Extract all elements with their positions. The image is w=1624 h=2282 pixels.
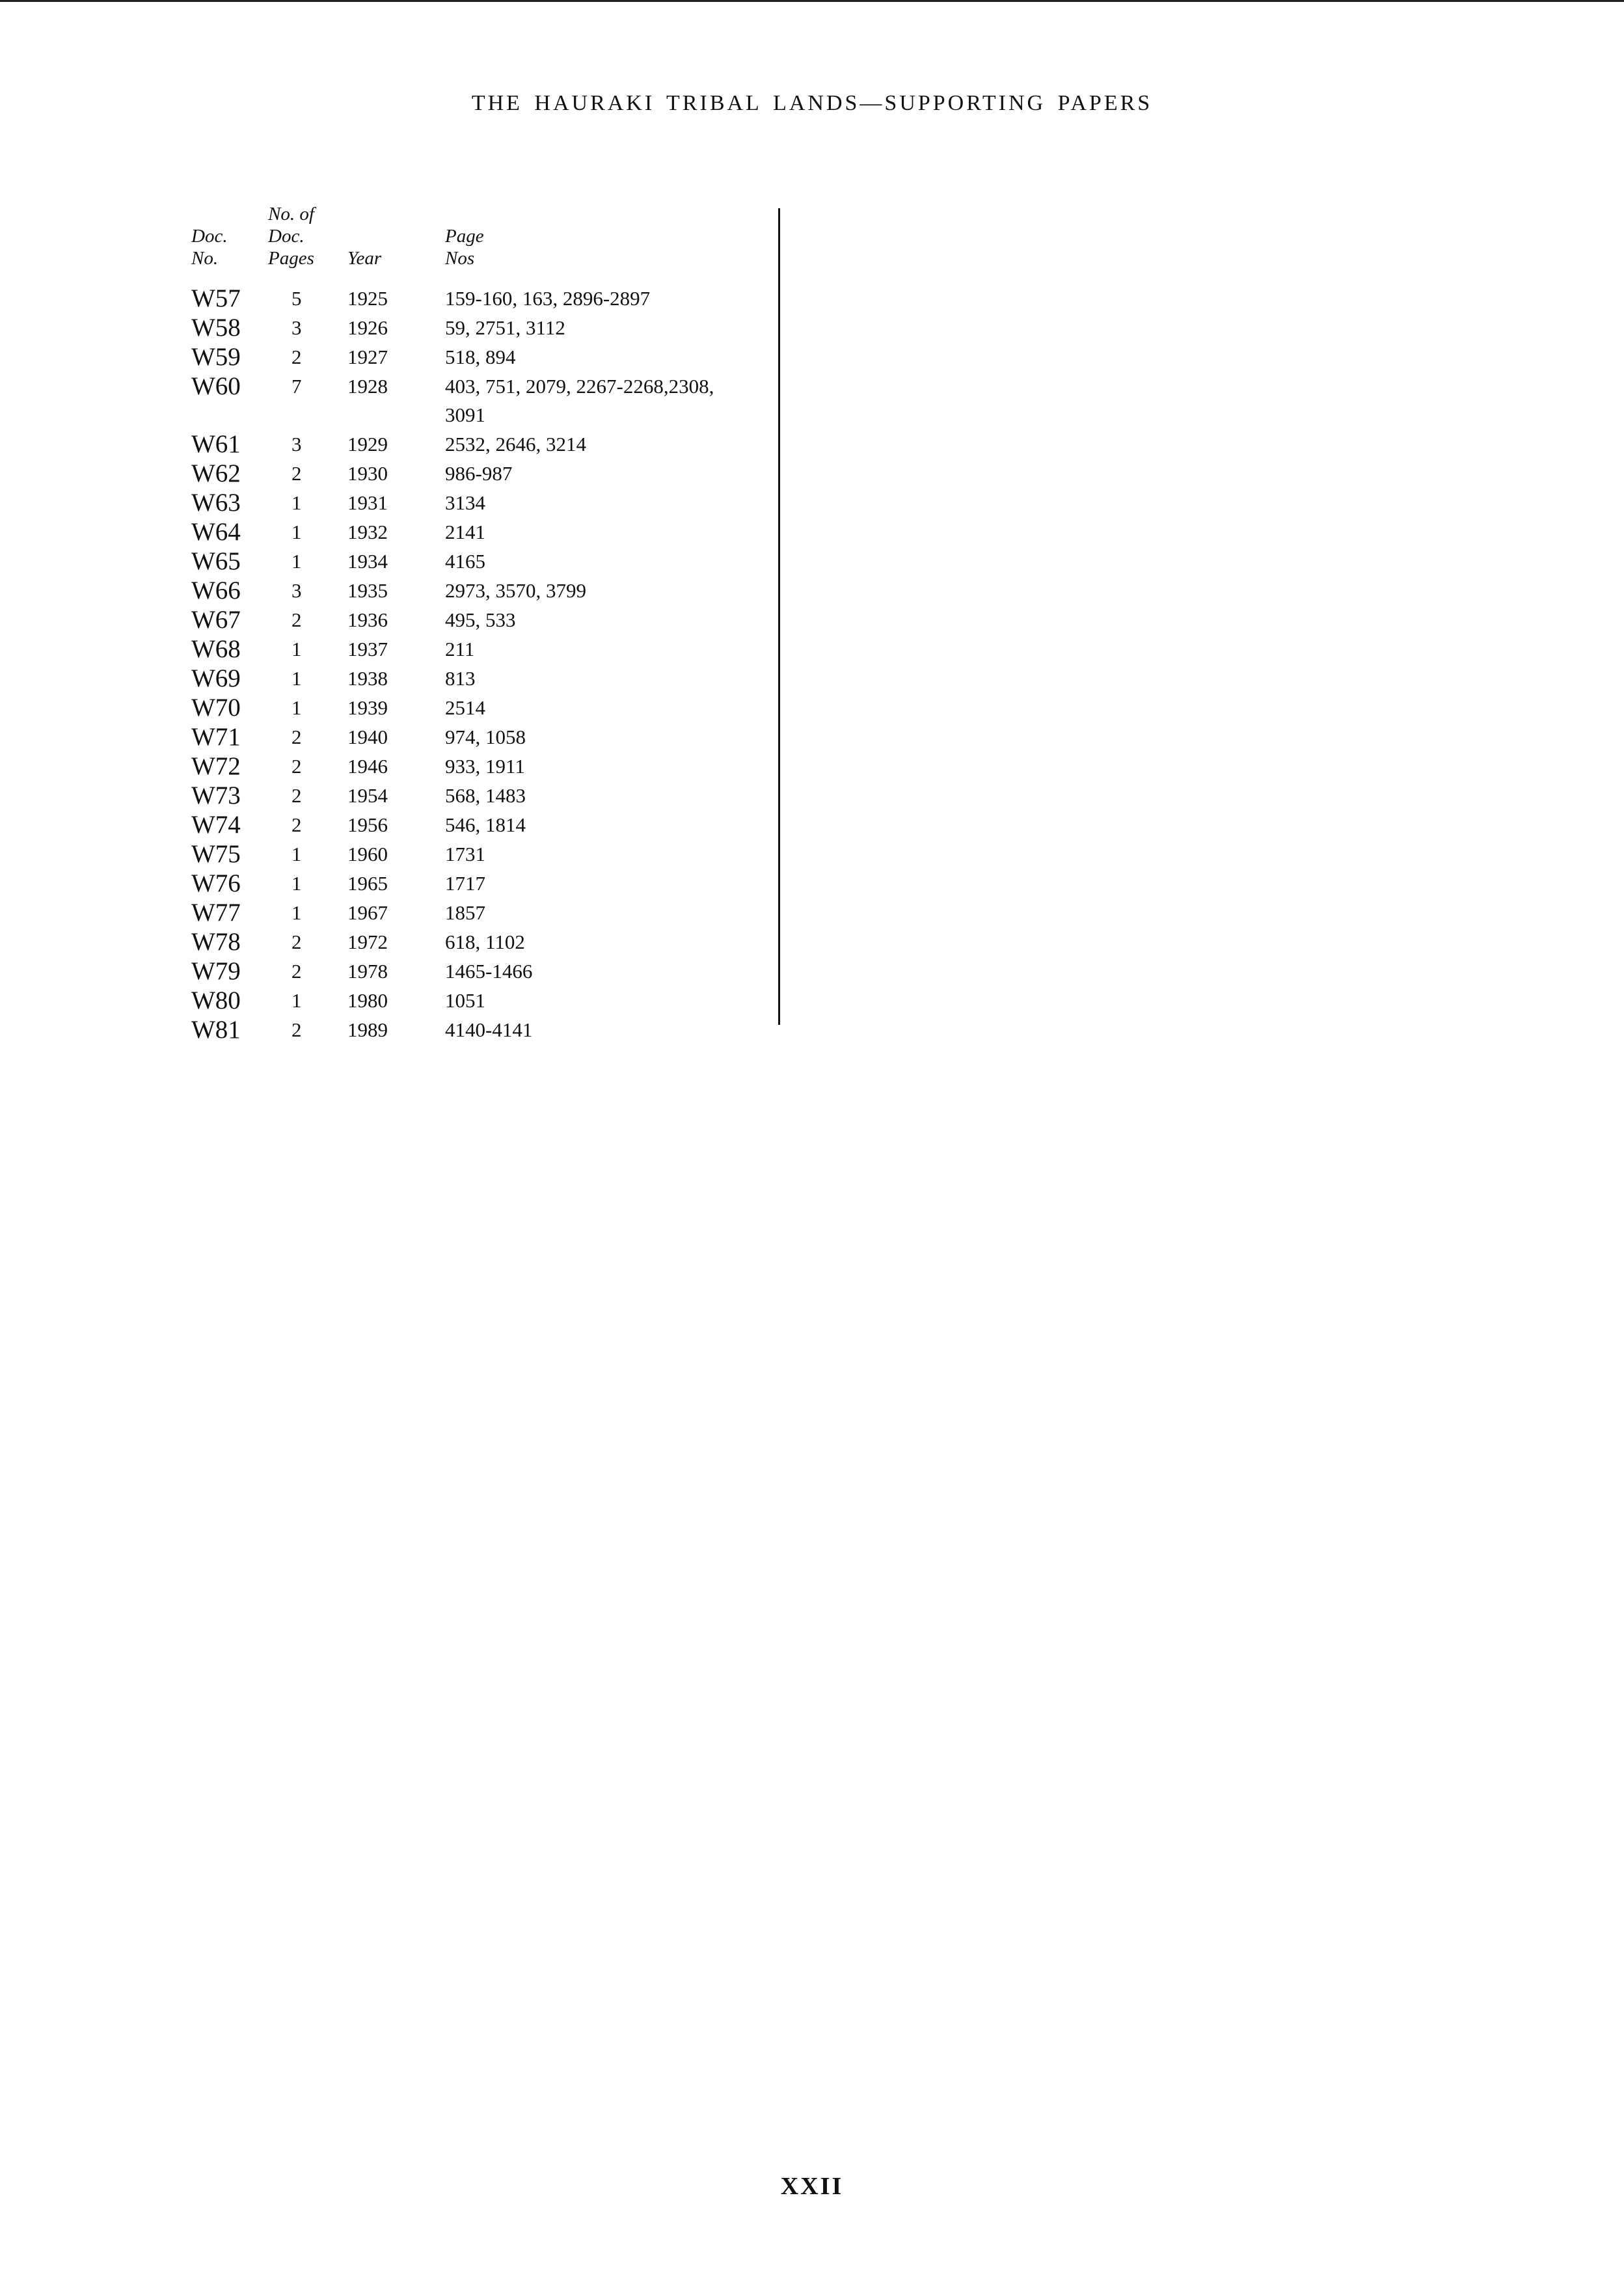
table-row: [191, 810, 741, 839]
doc-number: W72: [191, 752, 241, 781]
doc-number: W75: [191, 840, 241, 869]
empty-cell: [347, 401, 445, 429]
doc-number: W79: [191, 957, 241, 986]
doc-year: 1989: [347, 1018, 388, 1041]
table-row: [191, 957, 741, 986]
table-row: [191, 284, 741, 313]
header-doc-pages-line: Doc.: [268, 226, 304, 247]
doc-year: 1931: [347, 491, 388, 514]
header-page-nos-line: Page: [445, 226, 484, 247]
page-numbers: 2532, 2646, 3214: [445, 432, 586, 455]
running-head: THE HAURAKI TRIBAL LANDS—SUPPORTING PAPERS: [471, 91, 1153, 115]
doc-year: 1940: [347, 725, 388, 748]
doc-number: W69: [191, 664, 241, 693]
doc-number: W73: [191, 781, 241, 810]
header-doc-pages-line: Pages: [268, 248, 314, 269]
page-numbers-continued: 3091: [445, 403, 485, 427]
page-numbers: 1717: [445, 871, 485, 895]
table-row-continuation: [191, 401, 741, 429]
doc-year: 1954: [347, 783, 388, 807]
doc-year: 1928: [347, 374, 388, 398]
doc-page-count: 1: [291, 842, 302, 865]
page-folio: XXII: [780, 2173, 844, 2200]
doc-year: 1937: [347, 637, 388, 660]
doc-page-count: 2: [291, 930, 302, 953]
doc-number: W64: [191, 518, 241, 547]
doc-number: W59: [191, 343, 241, 371]
table-row: [191, 752, 741, 781]
doc-year: 1932: [347, 520, 388, 543]
page-numbers: 2514: [445, 696, 485, 719]
doc-page-count: 7: [291, 374, 302, 398]
doc-year: 1980: [347, 988, 388, 1012]
page-numbers: 546, 1814: [445, 813, 526, 836]
doc-page-count: 3: [291, 578, 302, 602]
doc-number: W62: [191, 459, 241, 488]
table-row: [191, 722, 741, 752]
doc-page-count: 5: [291, 286, 302, 310]
header-year: [347, 203, 445, 284]
table-row: [191, 488, 741, 517]
page-numbers: 518, 894: [445, 345, 516, 368]
doc-number: W63: [191, 489, 241, 517]
doc-page-count: 2: [291, 345, 302, 368]
header-page-nos-line: Nos: [445, 248, 475, 269]
doc-number: W76: [191, 869, 241, 898]
doc-page-count: 1: [291, 871, 302, 895]
doc-page-count: 1: [291, 988, 302, 1012]
page-numbers: 974, 1058: [445, 725, 526, 748]
doc-number: W74: [191, 811, 241, 839]
doc-year: 1935: [347, 578, 388, 602]
table-row: [191, 634, 741, 664]
doc-year: 1927: [347, 345, 388, 368]
page-numbers: 1051: [445, 988, 485, 1012]
doc-page-count: 1: [291, 666, 302, 690]
table-row: [191, 898, 741, 927]
table-body: [191, 284, 741, 1044]
page-numbers: 568, 1483: [445, 783, 526, 807]
table-row: [191, 547, 741, 576]
table-row: [191, 459, 741, 488]
table-row: [191, 313, 741, 342]
header-year-line: Year: [347, 248, 382, 269]
doc-year: 1930: [347, 461, 388, 485]
doc-page-count: 2: [291, 608, 302, 631]
doc-number: W68: [191, 635, 241, 664]
column-divider-rule: [778, 208, 780, 1025]
doc-year: 1965: [347, 871, 388, 895]
doc-number: W70: [191, 694, 241, 722]
header-doc-pages-line: No. of: [268, 204, 314, 224]
page-numbers: 986-987: [445, 461, 513, 485]
doc-page-count: 2: [291, 725, 302, 748]
doc-page-count: 2: [291, 959, 302, 983]
table-row: [191, 576, 741, 605]
table-row: [191, 429, 741, 459]
table-row: [191, 605, 741, 634]
page-numbers: 4165: [445, 549, 485, 573]
page-numbers: 211: [445, 637, 475, 660]
empty-cell: [268, 401, 347, 429]
doc-page-count: 3: [291, 316, 302, 339]
doc-number: W58: [191, 314, 241, 342]
page-numbers: 4140-4141: [445, 1018, 533, 1041]
doc-year: 1960: [347, 842, 388, 865]
doc-page-count: 2: [291, 783, 302, 807]
doc-year: 1946: [347, 754, 388, 778]
table-row: [191, 342, 741, 372]
doc-year: 1926: [347, 316, 388, 339]
doc-page-count: 2: [291, 461, 302, 485]
doc-number: W61: [191, 430, 241, 459]
doc-number: W65: [191, 547, 241, 576]
table-row: [191, 781, 741, 810]
doc-page-count: 2: [291, 813, 302, 836]
table-row: [191, 693, 741, 722]
table-row: [191, 1015, 741, 1044]
top-edge-rule: [0, 0, 1624, 2]
doc-number: W66: [191, 577, 241, 605]
page-numbers: 1465-1466: [445, 959, 533, 983]
doc-number: W60: [191, 372, 241, 400]
doc-year: 1978: [347, 959, 388, 983]
doc-year: 1938: [347, 666, 388, 690]
table-row: [191, 927, 741, 957]
header-doc-no-line: Doc.: [191, 226, 228, 247]
page-numbers: 933, 1911: [445, 754, 525, 778]
header-page-nos: [445, 203, 741, 284]
doc-year: 1972: [347, 930, 388, 953]
doc-year: 1936: [347, 608, 388, 631]
page-numbers: 1731: [445, 842, 485, 865]
doc-page-count: 1: [291, 520, 302, 543]
page-numbers: 2973, 3570, 3799: [445, 578, 586, 602]
doc-page-count: 1: [291, 637, 302, 660]
header-doc-pages: [268, 203, 347, 284]
doc-page-count: 1: [291, 549, 302, 573]
page-numbers: 618, 1102: [445, 930, 525, 953]
table-row: [191, 986, 741, 1015]
doc-number: W77: [191, 899, 241, 927]
doc-number: W80: [191, 986, 241, 1015]
doc-number: W71: [191, 723, 241, 752]
header-doc-no: [191, 203, 268, 284]
doc-number: W57: [191, 284, 241, 312]
doc-number: W78: [191, 928, 241, 957]
doc-page-count: 1: [291, 901, 302, 924]
table-row: [191, 869, 741, 898]
table-header-row: [191, 203, 741, 284]
page-numbers: 59, 2751, 3112: [445, 316, 565, 339]
page-numbers: 3134: [445, 491, 485, 514]
doc-year: 1925: [347, 286, 388, 310]
page-numbers: 2141: [445, 520, 485, 543]
table-row: [191, 372, 741, 401]
doc-page-count: 2: [291, 1018, 302, 1041]
table-row: [191, 517, 741, 547]
doc-page-count: 2: [291, 754, 302, 778]
page-numbers: 403, 751, 2079, 2267-2268,2308,: [445, 374, 714, 398]
doc-page-count: 3: [291, 432, 302, 455]
page-numbers: 159-160, 163, 2896-2897: [445, 286, 651, 310]
empty-cell: [191, 401, 268, 429]
page-numbers: 495, 533: [445, 608, 516, 631]
page-numbers: 813: [445, 666, 476, 690]
doc-year: 1939: [347, 696, 388, 719]
header-doc-no-line: No.: [191, 248, 219, 269]
doc-year: 1934: [347, 549, 388, 573]
doc-year: 1929: [347, 432, 388, 455]
page-numbers: 1857: [445, 901, 485, 924]
doc-page-count: 1: [291, 696, 302, 719]
doc-page-count: 1: [291, 491, 302, 514]
doc-number: W81: [191, 1016, 241, 1044]
table-row: [191, 664, 741, 693]
table-row: [191, 839, 741, 869]
doc-year: 1967: [347, 901, 388, 924]
document-index-table: [191, 203, 741, 1044]
doc-year: 1956: [347, 813, 388, 836]
doc-number: W67: [191, 606, 241, 634]
